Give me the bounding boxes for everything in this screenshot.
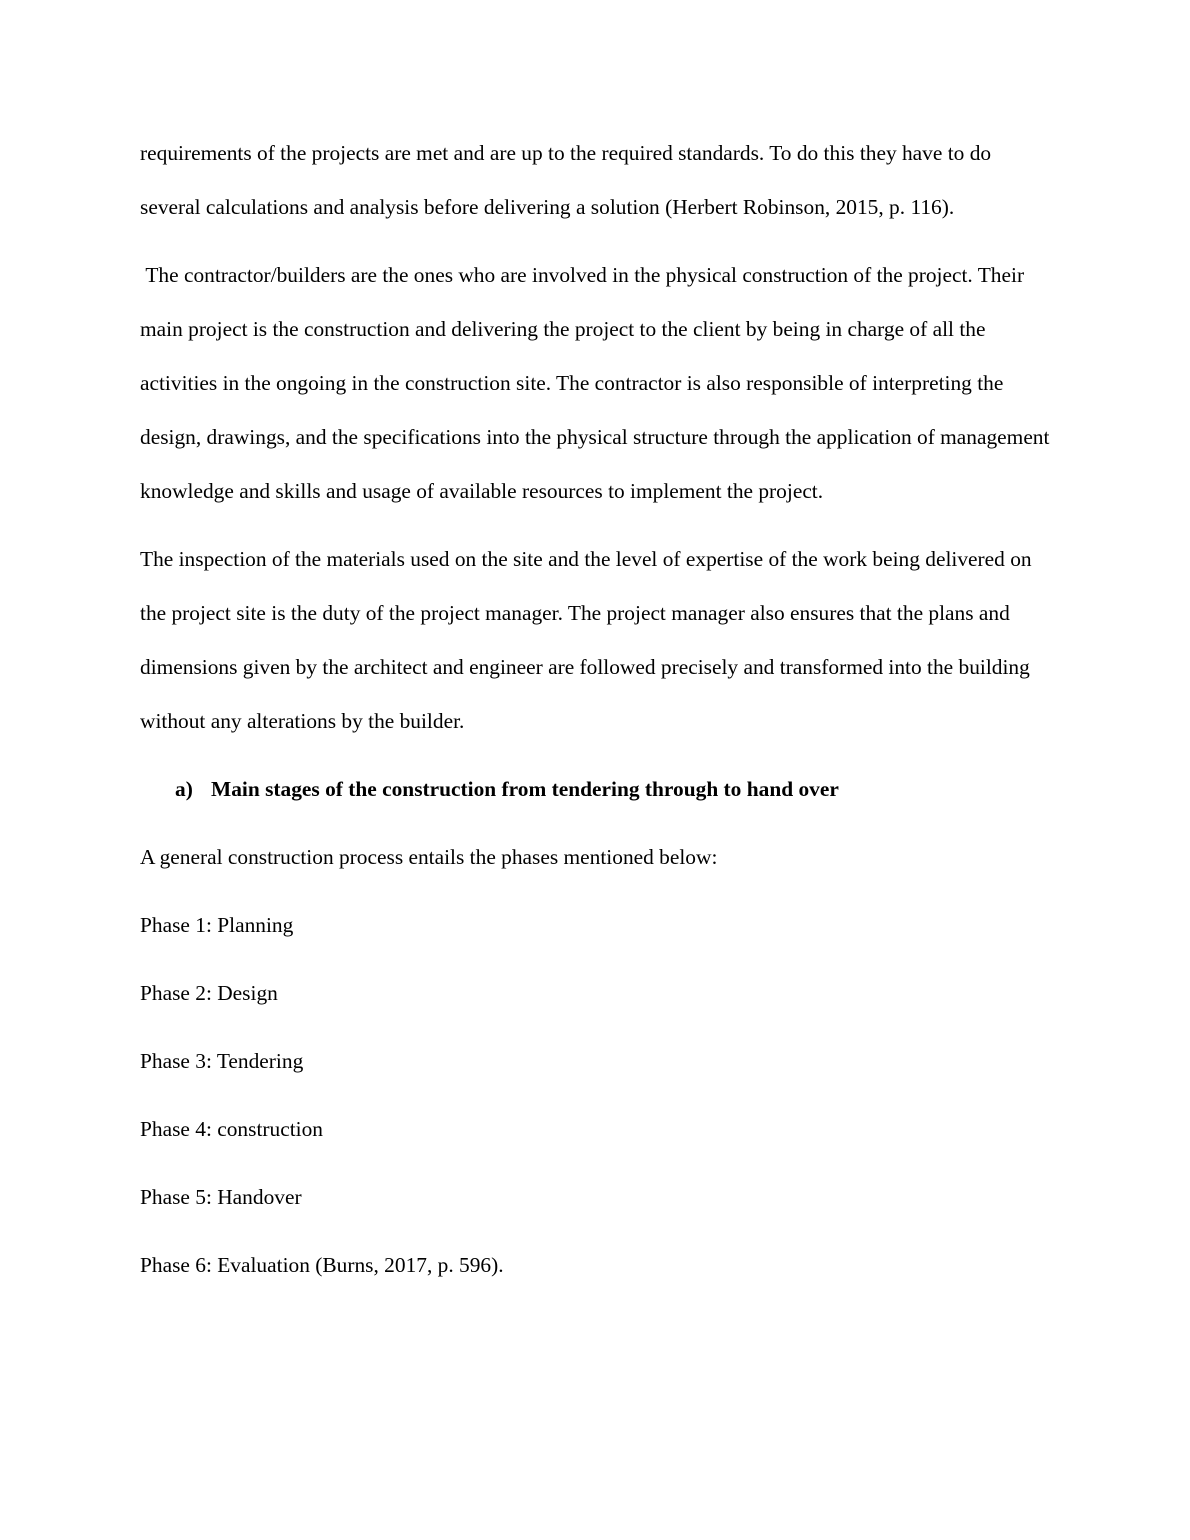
- phase-item: Phase 4: construction: [140, 1117, 323, 1141]
- phase-item: Phase 5: Handover: [140, 1185, 302, 1209]
- phases-intro: A general construction process entails the phases mentioned below:: [140, 845, 718, 869]
- section-heading: [140, 762, 1052, 816]
- phase-item: Phase 6: Evaluation (Burns, 2017, p. 596).: [140, 1253, 504, 1277]
- document-page: [140, 126, 1055, 1292]
- paragraph-requirements: requirements of the projects are met and are up to the required standards. To do this they have to do several calculations and analysis before delivering a solution (Herbert Robinson, 2015, p. 116).: [140, 141, 992, 219]
- heading-list-marker: a): [175, 777, 193, 801]
- phase-item: Phase 3: Tendering: [140, 1049, 304, 1073]
- heading-text: Main stages of the construction from tendering through to hand over: [211, 777, 839, 801]
- phase-item: Phase 2: Design: [140, 981, 278, 1005]
- paragraph-inspection: The inspection of the materials used on the site and the level of expertise of the work being delivered on the project site is the duty of the project manager. The project manager also ensures that the plans and dimensions given by the architect and engineer are followed precisely and transformed into the building without any alterations by the builder.: [140, 547, 1032, 733]
- phase-item: Phase 1: Planning: [140, 913, 294, 937]
- paragraph-contractor: The contractor/builders are the ones who are involved in the physical construction of the project. Their main project is the construction and delivering the project to the client by being in charge of all the activities in the ongoing in the construction site. The contractor is also responsible of interpreting the design, drawings, and the specifications into the physical structure through the application of management knowledge and skills and usage of available resources to implement the project.: [140, 263, 1055, 503]
